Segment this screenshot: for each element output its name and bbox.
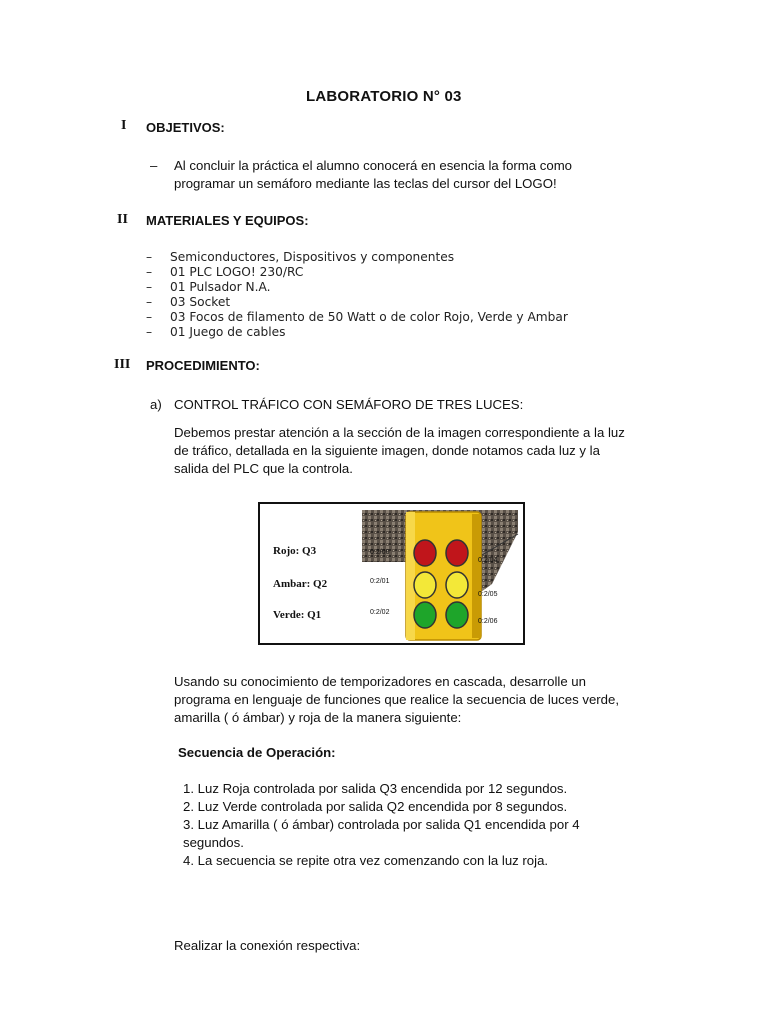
code-left: 0:2/02 — [370, 609, 390, 616]
instructions-paragraph — [174, 673, 619, 727]
page-title: LABORATORIO N° 03 — [306, 88, 462, 105]
code-left: 0:2/00 — [370, 549, 390, 556]
list-item: 1. Luz Roja controlada por salida Q3 encendida por 12 segundos. — [183, 781, 568, 796]
paragraph-line: Usando su conocimiento de temporizadores en cascada, desarrolle un — [174, 674, 586, 689]
paragraph-line: programa en lenguaje de funciones que realice la secuencia de luces verde, — [174, 692, 620, 707]
green-lamp-left — [414, 602, 436, 628]
list-item: – 03 Socket — [146, 295, 231, 309]
label-verde: Verde: Q1 — [273, 609, 322, 621]
code-right: 0:2/06 — [478, 618, 498, 625]
label-rojo: Rojo: Q3 — [273, 545, 317, 557]
list-item: – 01 Pulsador N.A. — [146, 280, 271, 294]
objective-line: Al concluir la práctica el alumno conocerá en esencia la forma como — [174, 158, 573, 173]
list-item: – 01 PLC LOGO! 230/RC — [146, 265, 304, 279]
paragraph-line: salida del PLC que la controla. — [174, 461, 353, 476]
list-item: – 03 Focos de filamento de 50 Watt o de color Rojo, Verde y Ambar — [146, 310, 568, 324]
list-item: – 01 Juego de cables — [146, 325, 286, 339]
list-item: 2. Luz Verde controlada por salida Q2 encendida por 8 segundos. — [183, 799, 568, 814]
connection-instruction: Realizar la conexión respectiva: — [174, 938, 361, 953]
section-objectives-heading: OBJETIVOS: — [146, 120, 225, 135]
objective-dash: – — [150, 158, 158, 173]
traffic-light-illustration — [260, 504, 523, 643]
amber-lamp-left — [414, 572, 436, 598]
sequence-heading: Secuencia de Operación: — [178, 745, 336, 760]
materials-list — [146, 250, 568, 340]
section-procedure-heading: PROCEDIMIENTO: — [146, 358, 260, 373]
paragraph-line: Debemos prestar atención a la sección de la imagen correspondiente a la luz — [174, 425, 625, 440]
code-right: 0:2/05 — [478, 591, 498, 598]
list-item: 4. La secuencia se repite otra vez comenzando con la luz roja. — [183, 853, 549, 868]
traffic-light-figure — [258, 502, 525, 645]
red-lamp-left — [414, 540, 436, 566]
section-materials-heading: MATERIALES Y EQUIPOS: — [146, 213, 309, 228]
sequence-steps — [183, 780, 580, 870]
objective-text — [174, 157, 572, 193]
subsection-title: CONTROL TRÁFICO CON SEMÁFORO DE TRES LUCES: — [174, 397, 524, 412]
label-ambar: Ambar: Q2 — [273, 578, 328, 590]
list-item: – Semiconductores, Dispositivos y componentes — [146, 250, 455, 264]
section-iii-number: III — [114, 357, 131, 372]
code-left: 0:2/01 — [370, 578, 390, 585]
subsection-marker: a) — [150, 397, 162, 412]
section-ii-number: II — [117, 212, 128, 227]
red-lamp-right — [446, 540, 468, 566]
section-i-number: I — [121, 118, 127, 133]
paragraph-line: de tráfico, detallada en la siguiente imagen, donde notamos cada luz y la — [174, 443, 600, 458]
code-right: 0:2/04 — [478, 557, 498, 564]
objective-line: programar un semáforo mediante las teclas del cursor del LOGO! — [174, 176, 557, 191]
green-lamp-right — [446, 602, 468, 628]
paragraph-line: amarilla ( ó ámbar) y roja de la manera siguiente: — [174, 710, 462, 725]
list-item: 3. Luz Amarilla ( ó ámbar) controlada por salida Q1 encendida por 4 — [183, 817, 580, 832]
intro-paragraph — [174, 424, 625, 478]
list-item: segundos. — [183, 835, 244, 850]
amber-lamp-right — [446, 572, 468, 598]
